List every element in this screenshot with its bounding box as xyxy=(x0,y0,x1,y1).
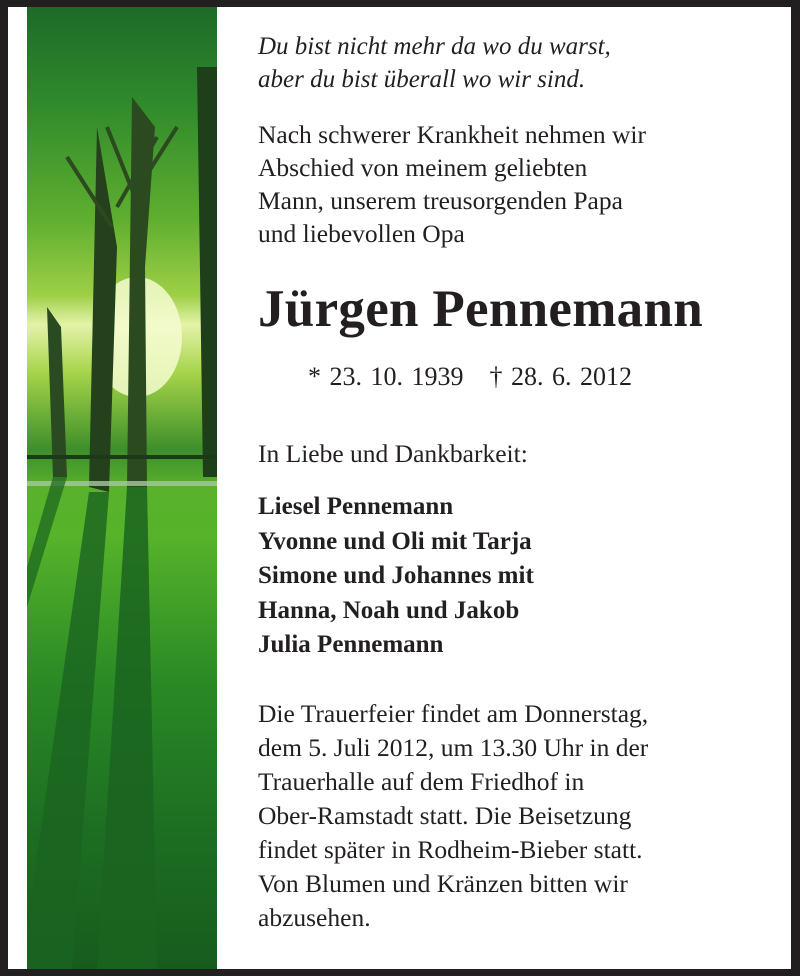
tree-park-photo xyxy=(27,7,217,969)
death-date: † 28. 6. 2012 xyxy=(489,362,632,391)
service-line: Von Blumen und Kränzen bitten wir xyxy=(258,869,628,898)
service-line: dem 5. Juli 2012, um 13.30 Uhr in der xyxy=(258,733,649,762)
life-dates xyxy=(308,362,632,392)
service-line: Die Trauerfeier findet am Donnerstag, xyxy=(258,699,649,728)
family-member: Julia Pennemann xyxy=(258,631,444,658)
service-details xyxy=(258,697,768,935)
family-list xyxy=(258,490,534,663)
service-line: abzusehen. xyxy=(258,903,371,932)
obituary-notice xyxy=(8,7,791,969)
intro-line: Abschied von meinem geliebten xyxy=(258,153,588,182)
service-line: findet später in Rodheim-Bieber statt. xyxy=(258,835,643,864)
intro-paragraph xyxy=(258,118,646,250)
motto-quote xyxy=(258,30,611,96)
family-member: Hanna, Noah und Jakob xyxy=(258,596,520,624)
motto-line: Du bist nicht mehr da wo du warst, xyxy=(258,33,611,60)
service-line: Ober-Ramstadt statt. Die Beisetzung xyxy=(258,801,632,830)
intro-line: Nach schwerer Krankheit nehmen wir xyxy=(258,120,647,149)
thanks-heading: In Liebe und Dankbarkeit: xyxy=(258,439,528,468)
family-member: Simone und Johannes mit xyxy=(258,562,534,589)
family-member: Yvonne und Oli mit Tarja xyxy=(258,527,532,555)
service-line: Trauerhalle auf dem Friedhof in xyxy=(258,767,585,796)
deceased-name: Jürgen Pennemann xyxy=(258,280,704,338)
tree-silhouette-icon xyxy=(27,7,217,969)
family-member: Liesel Pennemann xyxy=(258,493,454,520)
motto-line: aber du bist überall wo wir sind. xyxy=(258,66,586,93)
birth-date: * 23. 10. 1939 xyxy=(308,362,464,391)
intro-line: und liebevollen Opa xyxy=(258,219,465,248)
intro-line: Mann, unserem treusorgenden Papa xyxy=(258,186,623,215)
